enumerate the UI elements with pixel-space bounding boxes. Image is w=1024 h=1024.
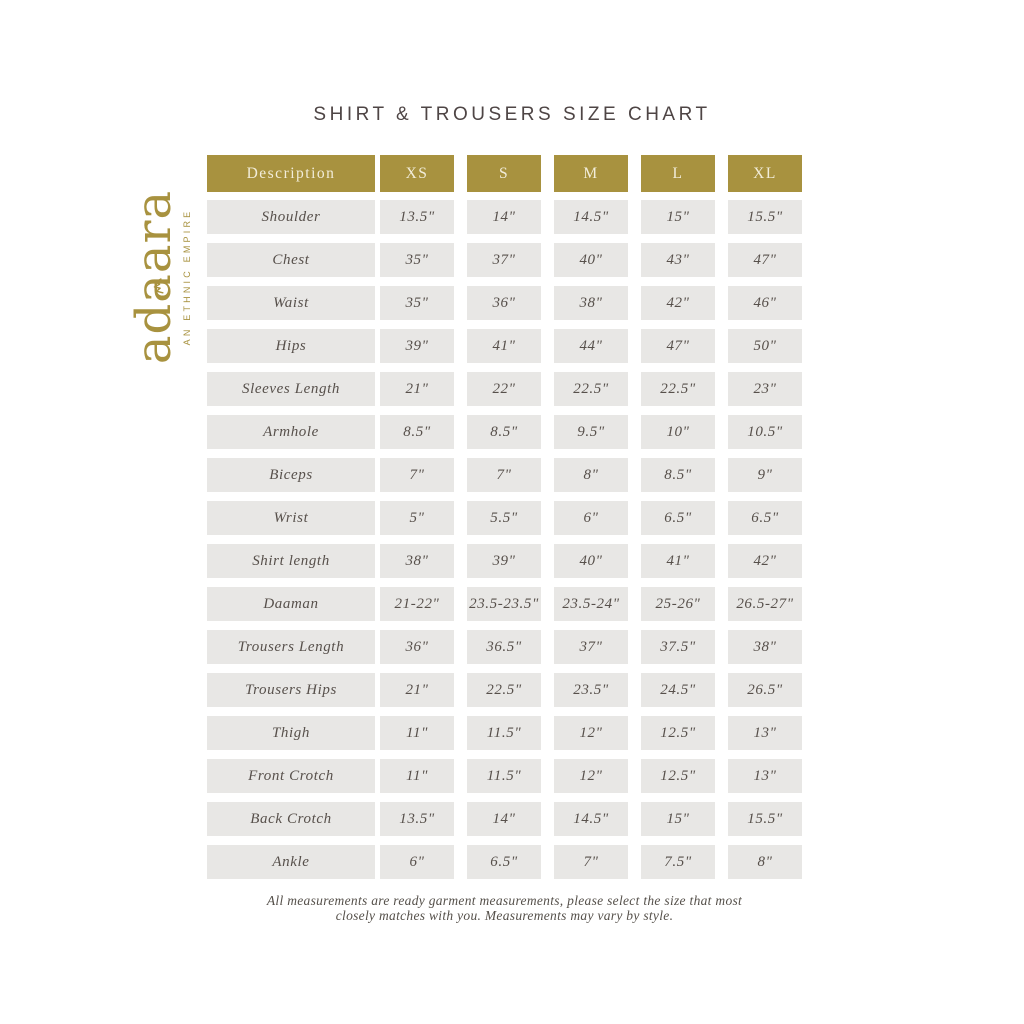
value-cell: 14.5": [554, 200, 628, 234]
footer-note: [207, 893, 802, 923]
value-cell: 12.5": [641, 716, 715, 750]
value-cell: 15.5": [728, 200, 802, 234]
wordmark-start: ad: [126, 302, 182, 365]
value-cell: 23.5-24": [554, 587, 628, 621]
brand-logo: [126, 182, 205, 372]
value-cell: 42": [641, 286, 715, 320]
value-cell: 38": [554, 286, 628, 320]
value-cell: 9.5": [554, 415, 628, 449]
value-cell: 40": [554, 243, 628, 277]
table-row: [207, 372, 802, 406]
row-label-cell: Trousers Length: [207, 630, 375, 664]
value-cell: 39": [380, 329, 454, 363]
value-cell: 8.5": [380, 415, 454, 449]
value-cell: 8.5": [467, 415, 541, 449]
row-label-cell: Front Crotch: [207, 759, 375, 793]
row-label-cell: Shirt length: [207, 544, 375, 578]
wordmark-accent-char: a: [126, 273, 182, 303]
value-cell: 11.5": [467, 759, 541, 793]
header-cell-size: L: [641, 155, 715, 192]
value-cell: 24.5": [641, 673, 715, 707]
row-label-cell: Shoulder: [207, 200, 375, 234]
row-label-cell: Biceps: [207, 458, 375, 492]
value-cell: 23.5": [554, 673, 628, 707]
value-cell: 36": [380, 630, 454, 664]
value-cell: 23": [728, 372, 802, 406]
value-cell: 22": [467, 372, 541, 406]
value-cell: 8.5": [641, 458, 715, 492]
value-cell: 22.5": [467, 673, 541, 707]
value-cell: 13": [728, 716, 802, 750]
value-cell: 13.5": [380, 802, 454, 836]
value-cell: 37.5": [641, 630, 715, 664]
table-row: [207, 587, 802, 621]
row-label-cell: Sleeves Length: [207, 372, 375, 406]
value-cell: 21": [380, 372, 454, 406]
value-cell: 12": [554, 759, 628, 793]
value-cell: 15.5": [728, 802, 802, 836]
header-cell-size: XS: [380, 155, 454, 192]
table-row: [207, 716, 802, 750]
header-cell-size: S: [467, 155, 541, 192]
value-cell: 46": [728, 286, 802, 320]
value-cell: 15": [641, 200, 715, 234]
value-cell: 25-26": [641, 587, 715, 621]
wordmark-end: ara: [126, 189, 182, 274]
value-cell: 22.5": [641, 372, 715, 406]
value-cell: 21": [380, 673, 454, 707]
table-row: [207, 415, 802, 449]
table-header-row: [207, 155, 802, 192]
value-cell: 44": [554, 329, 628, 363]
value-cell: 6.5": [467, 845, 541, 879]
value-cell: 40": [554, 544, 628, 578]
header-cell-size: XL: [728, 155, 802, 192]
value-cell: 11": [380, 759, 454, 793]
table-row: [207, 802, 802, 836]
row-label-cell: Thigh: [207, 716, 375, 750]
value-cell: 38": [380, 544, 454, 578]
value-cell: 6.5": [728, 501, 802, 535]
row-label-cell: Hips: [207, 329, 375, 363]
value-cell: 41": [467, 329, 541, 363]
value-cell: 36": [467, 286, 541, 320]
header-cell-description: Description: [207, 155, 375, 192]
value-cell: 13.5": [380, 200, 454, 234]
value-cell: 15": [641, 802, 715, 836]
table-body: [207, 200, 802, 879]
value-cell: 13": [728, 759, 802, 793]
table-row: [207, 286, 802, 320]
page-title: SHIRT & TROUSERS SIZE CHART: [313, 104, 711, 125]
table-row: [207, 845, 802, 879]
table-row: [207, 501, 802, 535]
row-label-cell: Waist: [207, 286, 375, 320]
value-cell: 22.5": [554, 372, 628, 406]
row-label-cell: Chest: [207, 243, 375, 277]
row-label-cell: Trousers Hips: [207, 673, 375, 707]
footer-line-2: closely matches with you. Measurements may vary by style.: [335, 908, 674, 923]
value-cell: 50": [728, 329, 802, 363]
row-label-cell: Armhole: [207, 415, 375, 449]
value-cell: 21-22": [380, 587, 454, 621]
value-cell: 36.5": [467, 630, 541, 664]
value-cell: 11.5": [467, 716, 541, 750]
value-cell: 10.5": [728, 415, 802, 449]
value-cell: 6": [554, 501, 628, 535]
table-row: [207, 759, 802, 793]
value-cell: 8": [728, 845, 802, 879]
value-cell: 26.5-27": [728, 587, 802, 621]
row-label-cell: Daaman: [207, 587, 375, 621]
value-cell: 38": [728, 630, 802, 664]
row-label-cell: Ankle: [207, 845, 375, 879]
value-cell: 23.5-23.5": [467, 587, 541, 621]
table-row: [207, 200, 802, 234]
value-cell: 43": [641, 243, 715, 277]
value-cell: 6.5": [641, 501, 715, 535]
value-cell: 35": [380, 243, 454, 277]
value-cell: 12.5": [641, 759, 715, 793]
value-cell: 35": [380, 286, 454, 320]
footer-line-1: All measurements are ready garment measurements, please select the size that most: [266, 893, 743, 908]
value-cell: 8": [554, 458, 628, 492]
value-cell: 7": [554, 845, 628, 879]
row-label-cell: Wrist: [207, 501, 375, 535]
brand-wordmark: [126, 182, 182, 372]
value-cell: 14.5": [554, 802, 628, 836]
value-cell: 41": [641, 544, 715, 578]
value-cell: 7": [467, 458, 541, 492]
value-cell: 7.5": [641, 845, 715, 879]
value-cell: 12": [554, 716, 628, 750]
table-row: [207, 673, 802, 707]
value-cell: 9": [728, 458, 802, 492]
wordmark-accent-letter: [126, 273, 182, 303]
brand-tagline: AN ETHNIC EMPIRE: [182, 208, 192, 346]
value-cell: 14": [467, 200, 541, 234]
table-row: [207, 329, 802, 363]
value-cell: 39": [467, 544, 541, 578]
table-row: [207, 630, 802, 664]
value-cell: 5": [380, 501, 454, 535]
table-row: [207, 243, 802, 277]
value-cell: 14": [467, 802, 541, 836]
table-row: [207, 458, 802, 492]
value-cell: 7": [380, 458, 454, 492]
value-cell: 5.5": [467, 501, 541, 535]
value-cell: 6": [380, 845, 454, 879]
size-table: [207, 155, 802, 879]
header-cell-size: M: [554, 155, 628, 192]
row-label-cell: Back Crotch: [207, 802, 375, 836]
value-cell: 42": [728, 544, 802, 578]
table-row: [207, 544, 802, 578]
value-cell: 47": [641, 329, 715, 363]
value-cell: 26.5": [728, 673, 802, 707]
value-cell: 47": [728, 243, 802, 277]
value-cell: 37": [554, 630, 628, 664]
value-cell: 11": [380, 716, 454, 750]
value-cell: 10": [641, 415, 715, 449]
value-cell: 37": [467, 243, 541, 277]
